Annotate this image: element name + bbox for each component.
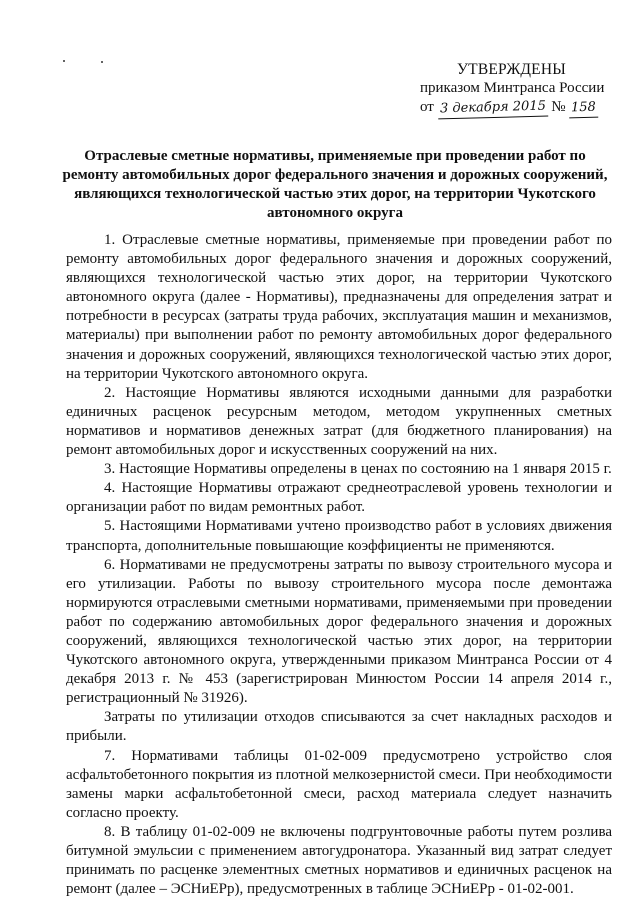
paragraph: 1. Отраслевые сметные нормативы, применяемые при проведении работ по ремонту автомобильных дорог федерального значения и дорожных сооружений, являющихся технологической частью этих дорог, на территории Чукотского автономного округа (далее - Нормативы), предназначены для определения затрат и потребности в ресурсах (затраты труда рабочих, эксплуатация машин и механизмов, материалы) при выполнении работ по ремонту автомобильных дорог федерального значения и дорожных сооружений, являющихся технологической частью этих дорог, на территории Чукотского автономного округа. [66, 232, 612, 382]
approval-order-line: приказом Минтранса России [420, 80, 605, 96]
scan-speck [101, 61, 103, 63]
paragraph: Затраты по утилизации отходов списываются за счет накладных расходов и прибыли. [66, 709, 612, 745]
approval-date-line [420, 98, 620, 118]
approval-block [420, 60, 620, 118]
paragraph: 8. В таблицу 01-02-009 не включены подгрунтовочные работы путем розлива битумной эмульсии с применением автогудронатора. Указанный вид затрат следует принимать по расценке элементных сметных нормативов и единичных расценок на ремонт (далее – ЭСНиЕРр), предусмотренных в таблице ЭСНиЕРр - 01-02-001. [66, 823, 612, 898]
paragraph: 3. Настоящие Нормативы определены в ценах по состоянию на 1 января 2015 г. [104, 461, 612, 478]
document-title: Отраслевые сметные нормативы, применяемые при проведении работ по ремонту автомобильных дорог федерального значения и дорожных сооружений, являющихся технологической частью этих дорог, на территории Чукотского автономного округа [62, 148, 608, 221]
paragraph: 2. Настоящие Нормативы являются исходными данными для разработки единичных расценок ресурсным методом, методом укрупненных сметных нормативов и нормативов денежных затрат (для бюджетного планирования) на ремонт автомобильных дорог и искусственных сооружений на них. [66, 384, 612, 459]
paragraph: 5. Настоящими Нормативами учтено производство работ в условиях движения транспорта, дополнительные повышающие коэффициенты не применяются. [66, 518, 612, 554]
document-body [66, 231, 612, 899]
scan-speck [63, 60, 65, 62]
paragraph: 7. Нормативами таблицы 01-02-009 предусмотрено устройство слоя асфальтобетонного покрытия из плотной мелкозернистой смеси. При необходимости замены марки асфальтобетонной смеси, расход материала следует назначить согласно проекту. [66, 747, 612, 821]
handwritten-date: 3 декабря 2015 [437, 97, 547, 120]
paragraph: 4. Настоящие Нормативы отражают среднеотраслевой уровень технологии и организации работ по видам ремонтных работ. [66, 480, 612, 516]
date-prefix: от [420, 99, 434, 115]
number-label: № [551, 99, 566, 115]
handwritten-number: 158 [569, 98, 598, 119]
approval-heading: УТВЕРЖДЕНЫ [457, 61, 566, 78]
paragraph: 6. Нормативами не предусмотрены затраты по вывозу строительного мусора и его утилизации. Работы по вывозу строительного мусора после демонтажа нормируются отраслевыми сметными нормативами, применяемыми при проведении работ по содержанию автомобильных дорог федерального значения и дорожных сооружений, являющихся технологической частью этих дорог, на территории Чукотского автономного округа, утвержденными приказом Минтранса России от 4 декабря 2013 г. № 453 (зарегистрирован Минюстом России 14 апреля 2014 г., регистрационный № 31926). [66, 556, 612, 707]
